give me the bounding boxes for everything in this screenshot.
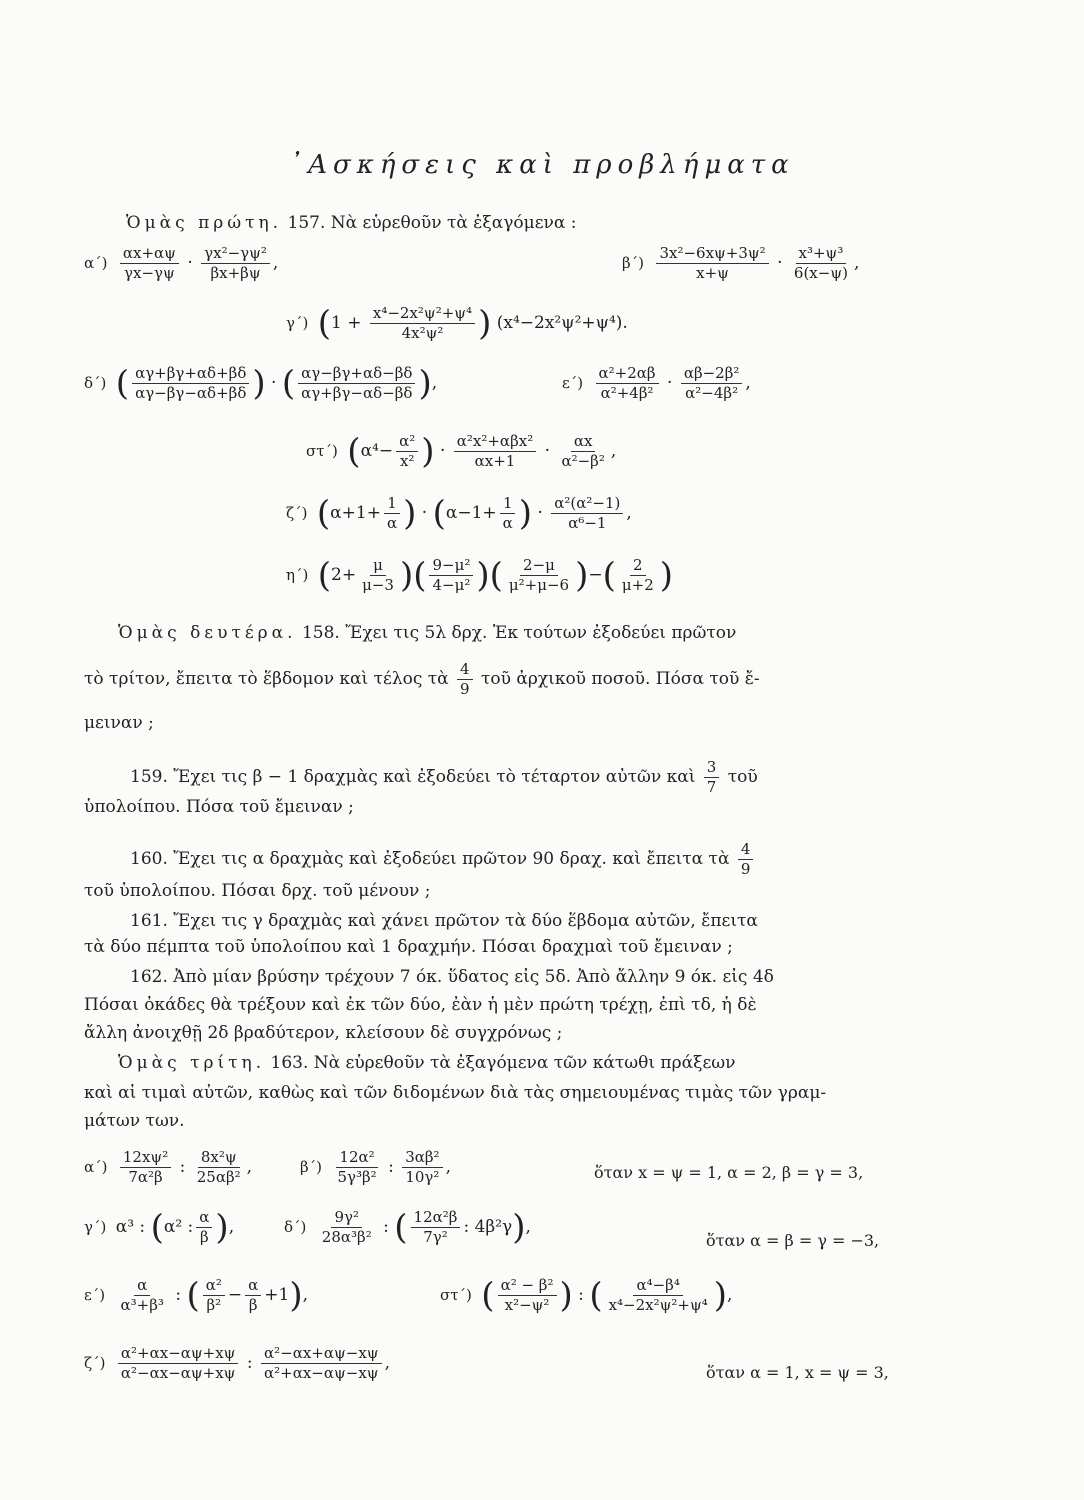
ex158-line2: τὸ τρίτον, ἔπειτα τὸ ἕβδομον καὶ τέλος τὰ $\frac{4}{9}$ τοῦ ἀρχικοῦ ποσοῦ. Πόσα τοῦ ἔ- — [84, 660, 760, 698]
fraction: $\frac{\text{α²}}{\text{β²}}$ — [203, 1276, 225, 1315]
fraction: $\frac{4}{9}$ — [457, 660, 473, 699]
ex157-b: β΄) $\frac{\text{3x²−6xψ+3ψ²}}{x+\psi}$ · $\frac{\text{x³+ψ³}}{6(x-\psi)}$ , — [622, 244, 860, 282]
ex157-intro: 157. Νὰ εὑρεθοῦν τὰ ἐξαγόμενα : — [287, 213, 577, 233]
ex162-line1: 162. Ἀπὸ μίαν βρύσην τρέχουν 7 όκ. ὕδατος εἰς 5δ. Ἀπὸ ἄλλην 9 όκ. εἰς 4δ — [130, 967, 774, 987]
ex163-line1: Ὁμὰς τρίτη. 163. Νὰ εὑρεθοῦν τὰ ἐξαγόμενα τῶν κάτωθι πράξεων — [118, 1053, 736, 1073]
fraction: $\frac{\alpha}{\text{α³+β³}}$ — [120, 1276, 164, 1314]
fraction: $\frac{\text{8x²ψ}}{\text{25αβ²}}$ — [196, 1148, 241, 1186]
fraction: $\frac{1}{\alpha}$ — [500, 494, 516, 533]
ex163-st: στ΄) ( $\frac{\text{α² − β²}}{\text{x²−ψ²}}$ ) : ( $\frac{\text{α⁴−β⁴}}{\text{x⁴−2x²ψ²+ψ⁴}}$ ), — [440, 1275, 733, 1316]
fraction: $\frac{\text{x⁴−2x²ψ²+ψ⁴}}{\text{4x²ψ²}}$ — [370, 304, 475, 343]
ex161-line1: 161. Ἔχει τις γ δραχμὰς καὶ χάνει πρῶτον τὰ δύο ἕβδομα αὐτῶν, ἔπειτα — [130, 911, 758, 931]
fraction: $\frac{\mu}{\mu-3}$ — [362, 556, 394, 594]
fraction: $\frac{\text{α²x²+αβx²}}{\alpha x+1}$ — [454, 432, 536, 471]
fraction: $\frac{\text{9−μ²}}{\text{4−μ²}}$ — [429, 556, 473, 595]
fraction: $\frac{\text{α² − β²}}{\text{x²−ψ²}}$ — [498, 1276, 557, 1315]
ex158-line1: Ὁμὰς δευτέρα. 158. Ἔχει τις 5λ δρχ. Ἐκ τούτων ἐξοδεύει πρῶτον — [118, 623, 737, 643]
fraction: $\frac{3}{7}$ — [704, 758, 720, 797]
ex157-g: γ΄) (1 + $\frac{\text{x⁴−2x²ψ²+ψ⁴}}{\text{4x²ψ²}}$ ) (x⁴−2x²ψ²+ψ⁴). — [286, 303, 628, 344]
ex163-line3: μάτων των. — [84, 1111, 185, 1131]
ex157-a: α΄) $\frac{\alpha x+\alpha\psi}{\gamma x-\gamma\psi}$ · $\frac{\text{γx²−γψ²}}{\beta x+\beta\psi}$ , — [84, 244, 279, 282]
fraction: $\frac{\alpha\gamma-\beta\gamma+\alpha\delta-\beta\delta}{\alpha\gamma+\beta\gamma-\alpha\delta-\beta\delta}$ — [298, 364, 415, 403]
condition-2: ὅταν α = β = γ = −3, — [706, 1231, 880, 1250]
ex159-line1: 159. Ἔχει τις β − 1 δραχμὰς καὶ ἐξοδεύει τὸ τέταρτον αὐτῶν καὶ $\frac{3}{7}$ τοῦ — [130, 758, 758, 796]
condition-3: ὅταν α = 1, x = ψ = 3, — [706, 1363, 889, 1382]
fraction: $\frac{\text{12α²β}}{\text{7γ²}}$ — [411, 1208, 461, 1247]
ex163-g: γ΄) α³ : (α² : $\frac{\alpha}{\beta}$ ), — [84, 1207, 235, 1248]
page-title: ᾽Ασκήσεις καὶ προβλήματα — [289, 150, 795, 180]
ex163-a: α΄) $\frac{\text{12xψ²}}{\text{7α²β}}$ : $\frac{\text{8x²ψ}}{\text{25αβ²}}$ , — [84, 1148, 253, 1186]
ex163-z: ζ΄) $\frac{\text{α²+αx−αψ+xψ}}{\text{α²−αx−αψ+xψ}}$ : $\frac{\text{α²−αx+αψ−xψ}}{\text{α²+αx−αψ−xψ}}$ , — [84, 1344, 390, 1382]
fraction: $\frac{\alpha x}{\text{α²−β²}}$ — [561, 432, 605, 470]
ex162-line3: ἄλλη ἀνοιχθῇ 2δ βραδύτερον, κλείσουν δὲ συγχρόνως ; — [84, 1023, 563, 1043]
group2-heading: Ὁμὰς δευτέρα. — [118, 623, 297, 643]
fraction: $\frac{\text{α²(α²−1)}}{\text{α⁶−1}}$ — [551, 494, 623, 533]
condition-1: ὅταν x = ψ = 1, α = 2, β = γ = 3, — [594, 1163, 864, 1182]
fraction: $\frac{\text{12α²}}{\text{5γ³β²}}$ — [337, 1148, 377, 1186]
ex159-line2: ὑπολοίπου. Πόσα τοῦ ἔμειναν ; — [84, 797, 354, 817]
fraction: $\frac{\text{3αβ²}}{\text{10γ²}}$ — [402, 1148, 442, 1187]
fraction: $\frac{2}{\mu+2}$ — [621, 556, 654, 594]
fraction: $\frac{\text{α²}}{\text{x²}}$ — [396, 432, 418, 471]
ex157-e: ε΄) $\frac{\text{α²+2αβ}}{\text{α²+4β²}}$ · $\frac{\text{αβ−2β²}}{\text{α²−4β²}}$ , — [562, 364, 751, 402]
ex161-line2: τὰ δύο πέμπτα τοῦ ὑπολοίπου καὶ 1 δραχμήν. Πόσαι δραχμαὶ τοῦ ἔμειναν ; — [84, 937, 733, 957]
ex163-d: δ΄) $\frac{\text{9γ²}}{\text{28α³β²}}$ : ( $\frac{\text{12α²β}}{\text{7γ²}}$ : 4β²γ), — [284, 1207, 531, 1248]
fraction: $\frac{\text{α²−αx+αψ−xψ}}{\text{α²+αx−αψ−xψ}}$ — [261, 1344, 382, 1383]
group1-heading: Ὁμὰς πρώτη. — [126, 213, 283, 233]
fraction: $\frac{\text{αβ−2β²}}{\text{α²−4β²}}$ — [681, 364, 743, 403]
ex162-line2: Πόσαι ὀκάδες θὰ τρέξουν καὶ ἐκ τῶν δύο, ἐὰν ἡ μὲν πρώτη τρέχῃ, ἐπὶ τδ, ἡ δὲ — [84, 995, 757, 1015]
ex157-h: η΄) (2+ $\frac{\mu}{\mu-3}$ )( $\frac{\text{9−μ²}}{\text{4−μ²}}$ )( $\frac{2-\mu}{\text{μ²+μ−6}}$ )−( $\frac{2}{\mu+2}$ ) — [286, 555, 674, 596]
ex157-d: δ΄) ( $\frac{\alpha\gamma+\beta\gamma+\alpha\delta+\beta\delta}{\alpha\gamma-\beta\gamma-\alpha\delta+\beta\delta}$ ) · ( $\frac{\alpha\gamma-\beta\gamma+\alpha\delta-\beta\delta}{\alpha\gamma+\beta\gamma-\alpha\delta-\beta\delta}$ ), — [84, 363, 438, 404]
fraction: $\frac{\text{α⁴−β⁴}}{\text{x⁴−2x²ψ²+ψ⁴}}$ — [608, 1276, 708, 1314]
fraction: $\frac{\alpha}{\beta}$ — [245, 1276, 261, 1315]
fraction: $\frac{\text{3x²−6xψ+3ψ²}}{x+\psi}$ — [656, 244, 768, 283]
fraction: $\frac{1}{\alpha}$ — [384, 494, 400, 533]
ex163-b: β΄) $\frac{\text{12α²}}{\text{5γ³β²}}$ : $\frac{\text{3αβ²}}{\text{10γ²}}$ , — [300, 1148, 451, 1186]
fraction: $\frac{\text{9γ²}}{\text{28α³β²}}$ — [321, 1208, 372, 1246]
fraction: $\frac{\text{α²+αx−αψ+xψ}}{\text{α²−αx−αψ+xψ}}$ — [118, 1344, 239, 1383]
ex160-line2: τοῦ ὑπολοίπου. Πόσαι δρχ. τοῦ μένουν ; — [84, 881, 431, 901]
fraction: $\frac{2-\mu}{\text{μ²+μ−6}}$ — [508, 556, 570, 594]
ex157-z: ζ΄) (α+1+ $\frac{1}{\alpha}$ ) · (α−1+ $\frac{1}{\alpha}$ ) · $\frac{\text{α²(α²−1)}}{\text{α⁶−1}}$ , — [286, 493, 632, 534]
fraction: $\frac{\alpha}{\beta}$ — [196, 1208, 212, 1247]
ex158-line3: μειναν ; — [84, 713, 154, 733]
ex157-st: στ΄) (α⁴− $\frac{\text{α²}}{\text{x²}}$ ) · $\frac{\text{α²x²+αβx²}}{\alpha x+1}$ · $\frac{\alpha x}{\text{α²−β²}}$ , — [306, 431, 617, 472]
fraction: $\frac{\text{12xψ²}}{\text{7α²β}}$ — [120, 1148, 171, 1187]
fraction: $\frac{\alpha\gamma+\beta\gamma+\alpha\delta+\beta\delta}{\alpha\gamma-\beta\gamma-\alpha\delta+\beta\delta}$ — [132, 364, 249, 403]
ex163-line2: καὶ αἱ τιμαὶ αὐτῶν, καθὼς καὶ τῶν διδομένων διὰ τὰς σημειουμένας τιμὰς τῶν γραμ- — [84, 1083, 827, 1103]
ex163-e: ε΄) $\frac{\alpha}{\text{α³+β³}}$ : ( $\frac{\text{α²}}{\text{β²}}$ − $\frac{\alpha}{\beta}$ +1), — [84, 1275, 309, 1316]
ex160-line1: 160. Ἔχει τις α δραχμὰς καὶ ἐξοδεύει πρῶτον 90 δραχ. καὶ ἔπειτα τὰ $\frac{4}{9}$ — [130, 840, 756, 879]
fraction: $\frac{\text{α²+2αβ}}{\text{α²+4β²}}$ — [596, 364, 659, 403]
group3-heading: Ὁμὰς τρίτη. — [118, 1053, 266, 1073]
fraction: $\frac{4}{9}$ — [738, 840, 754, 879]
group1-line — [126, 212, 576, 234]
fraction: $\frac{\text{γx²−γψ²}}{\beta x+\beta\psi}$ — [201, 244, 270, 283]
fraction: $\frac{\alpha x+\alpha\psi}{\gamma x-\gamma\psi}$ — [120, 244, 179, 283]
fraction: $\frac{\text{x³+ψ³}}{6(x-\psi)}$ — [793, 244, 848, 282]
